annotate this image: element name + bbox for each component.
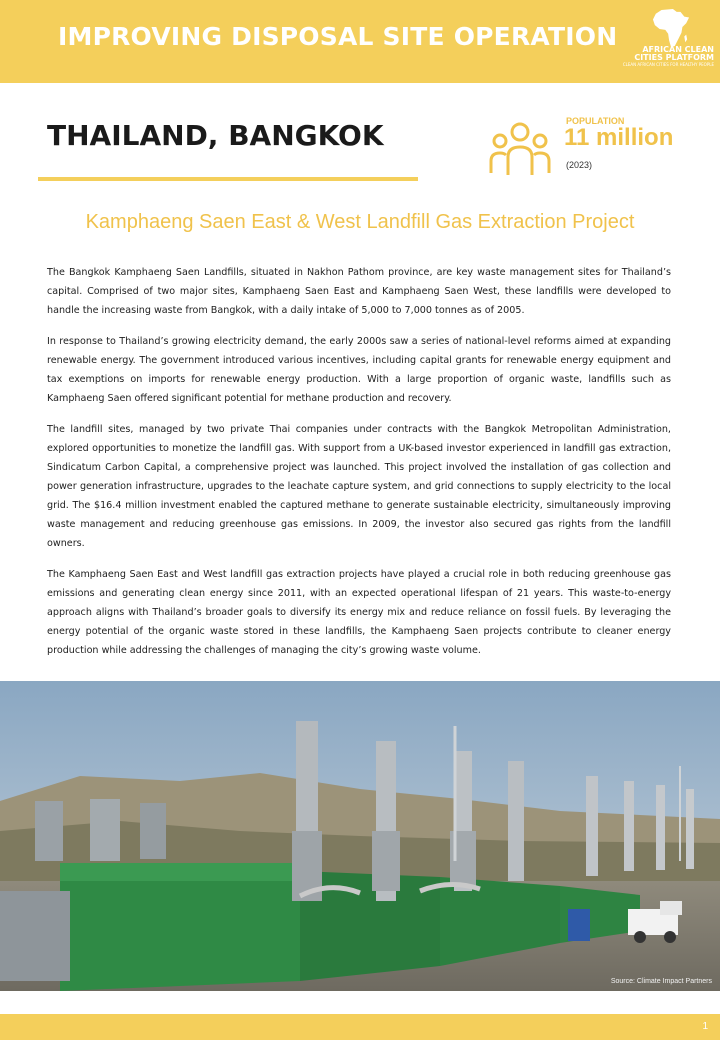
population-label: POPULATION — [566, 116, 625, 126]
paragraph: The Kamphaeng Saen East and West landfill gas extraction projects have played a crucial role in both reducing greenhouse gas emissions and generating clean energy since 2011, with an expected operational lifespan of 21 years. This waste-to-energy approach aligns with Thailand’s broader goals to diversify its energy mix and reduce reliance on fossil fuels. By leveraging the energy potential of the organic waste stored in these landfills, the Kamphaeng Saen projects contribute to cleaner energy production while addressing the challenges of managing the city’s growing waste volume. — [47, 569, 671, 656]
body-text — [47, 263, 671, 672]
country-city-heading: THAILAND, BANGKOK — [47, 119, 384, 152]
logo-line-2: CITIES PLATFORM — [634, 53, 714, 62]
paragraph: The landfill sites, managed by two private Thai companies under contracts with the Bangkok Metropolitan Administration, explored opportunities to monetize the landfill gas. With support from a UK-based investor experienced in landfill gas extraction, Sindicatum Carbon Capital, a comprehensive project was launched. This project involved the installation of gas collection and power generation infrastructure, upgrades to the leachate capture system, and grid connections to supply electricity to the local grid. The $16.4 million investment enabled the captured methane to generate sustainable electricity, simultaneously improving waste management and reducing greenhouse gas emissions. In 2009, the investor also secured gas rights from the landfill owners. — [47, 424, 671, 549]
photo-credit: Source: Climate Impact Partners — [610, 978, 712, 985]
acp-logo — [618, 8, 714, 76]
paragraph: The Bangkok Kamphaeng Saen Landfills, situated in Nakhon Pathom province, are key waste management sites for Thailand’s capital. Comprised of two major sites, Kamphaeng Saen East and Kamphaeng Saen West, these landfills were developed to handle the increasing waste from Bangkok, with a daily intake of 5,000 to 7,000 tonnes as of 2005. — [47, 267, 671, 316]
population-year: (2023) — [566, 160, 593, 170]
logo-tagline: CLEAN AFRICAN CITIES FOR HEALTHY PEOPLE — [622, 62, 714, 67]
photo-illustration — [0, 681, 720, 991]
landfill-gas-plant-photo — [0, 681, 720, 991]
banner-title: IMPROVING DISPOSAL SITE OPERATION — [58, 22, 618, 51]
population-people-icon — [488, 121, 552, 181]
footer-bar — [0, 1014, 720, 1040]
paragraph: In response to Thailand’s growing electricity demand, the early 2000s saw a series of national-level reforms aimed at expanding renewable energy. The government introduced various incentives, including capital grants for renewable energy equipment and tax exemptions on imports for renewable energy production. With a large proportion of organic waste, landfills such as Kamphaeng Saen offered significant potential for methane production and recovery. — [47, 336, 671, 404]
heading-underline — [38, 177, 418, 181]
africa-map-icon — [652, 8, 690, 48]
logo-text — [618, 46, 714, 68]
header-banner — [0, 0, 720, 83]
page-number: 1 — [702, 1021, 708, 1032]
population-value: 11 million — [564, 124, 674, 151]
logo-line-1: AFRICAN CLEAN — [642, 45, 714, 54]
project-title: Kamphaeng Saen East & West Landfill Gas Extraction Project — [85, 211, 635, 233]
